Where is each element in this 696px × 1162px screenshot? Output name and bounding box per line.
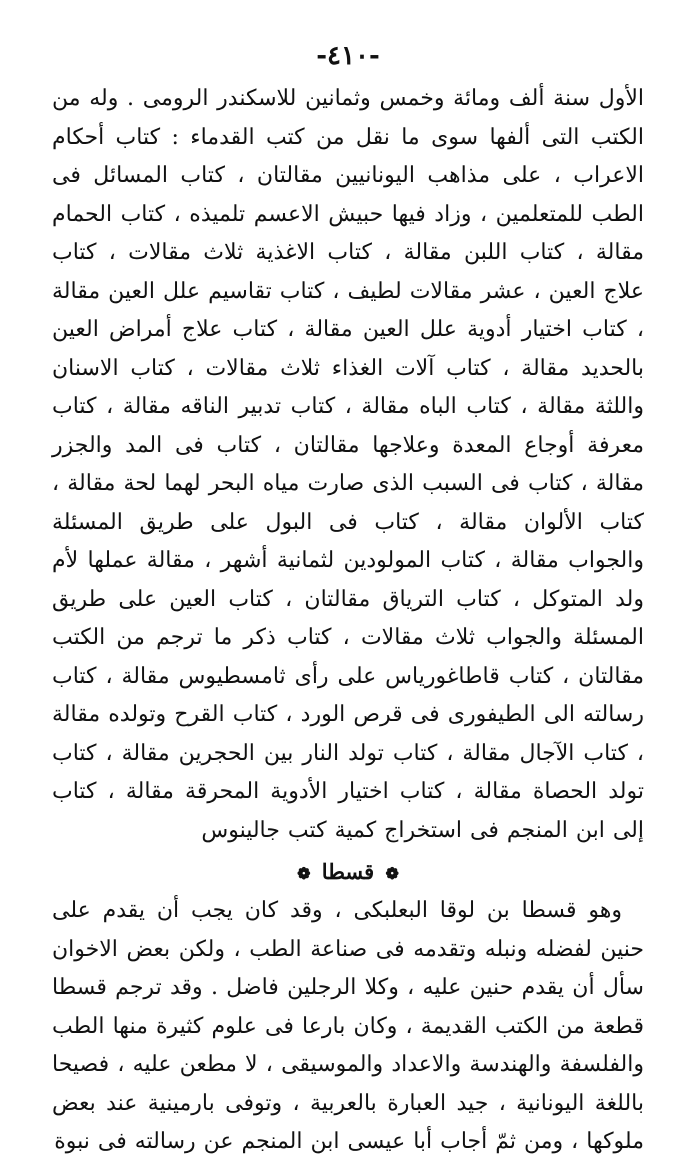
ornament-left-icon: ❁ — [385, 863, 399, 883]
section-heading — [52, 852, 644, 892]
paragraph-qusta: وهو قسطا بن لوقا البعلبكى ، وقد كان يجب أن يقدم على حنين لفضله ونبله وتقدمه فى صناعة الطب ، ولكن بعض الاخوان سأل أن يقدم حنين عليه ، وكلا الرجلين فاضل . وقد ترجم قسطا قطعة من الكتب القديمة ، وكان بارعا فى علوم كثيرة منها الطب والفلسفة والهندسة والاعداد والموسيقى ، لا مطعن عليه ، فصيحا باللغة اليونانية ، جيد العبارة بالعربية ، وتوفى بارمينية عند بعض ملوكها ، ومن ثمّ أجاب أبا عيسى ابن المنجم عن رسالته فى نبوة — [52, 898, 644, 1154]
page-number: -٤١٠- — [316, 41, 380, 71]
ornament-right-icon: ❁ — [297, 863, 311, 883]
paragraph-book-list: الأول سنة ألف ومائة وخمس وثمانين للاسكندر الرومى . وله من الكتب التى ألفها سوى ما نقل من كتب القدماء : كتاب أحكام الاعراب ، على مذاهب اليونانيين مقالتان ، كتاب المسائل فى الطب للمتعلمين ، وزاد فيها حبيش الاعسم تلميذه ، كتاب الحمام مقالة ، كتاب اللبن مقالة ، كتاب الاغذية ثلاث مقالات ، كتاب علاج العين ، عشر مقالات لطيف ، كتاب تقاسيم علل العين مقالة ، كتاب اختيار أدوية علل العين مقالة ، كتاب علاج أمراض العين بالحديد مقالة ، كتاب آلات الغذاء ثلاث مقالات ، كتاب الاسنان واللثة مقالة ، كتاب الباه مقالة ، كتاب تدبير الناقه مقالة ، كتاب معرفة أوجاع المعدة وعلاجها مقالتان ، كتاب فى المد والجزر مقالة ، كتاب فى السبب الذى صارت مياه البحر لهما لحة مقالة ، كتاب الألوان مقالة ، كتاب فى البول على طريق المسئلة والجواب مقالة ، كتاب المولودين لثمانية أشهر ، مقالة عملها لأم ولد المتوكل ، كتاب الترياق مقالتان ، كتاب العين على طريق المسئلة والجواب ثلاث مقالات ، كتاب ذكر ما ترجم من الكتب مقالتان ، كتاب قاطاغورياس على رأى ثامسطيوس مقالة ، كتاب رسالته الى الطيفورى فى قرص الورد ، كتاب القرح وتولده مقالة ، كتاب الآجال مقالة ، كتاب تولد النار بين الحجرين مقالة ، كتاب تولد الحصاة مقالة ، كتاب اختيار الأدوية المحرقة مقالة ، كتاب إلى ابن المنجم فى استخراج كمية كتب جالينوس — [52, 86, 645, 843]
section-title: قسطا — [321, 859, 375, 884]
